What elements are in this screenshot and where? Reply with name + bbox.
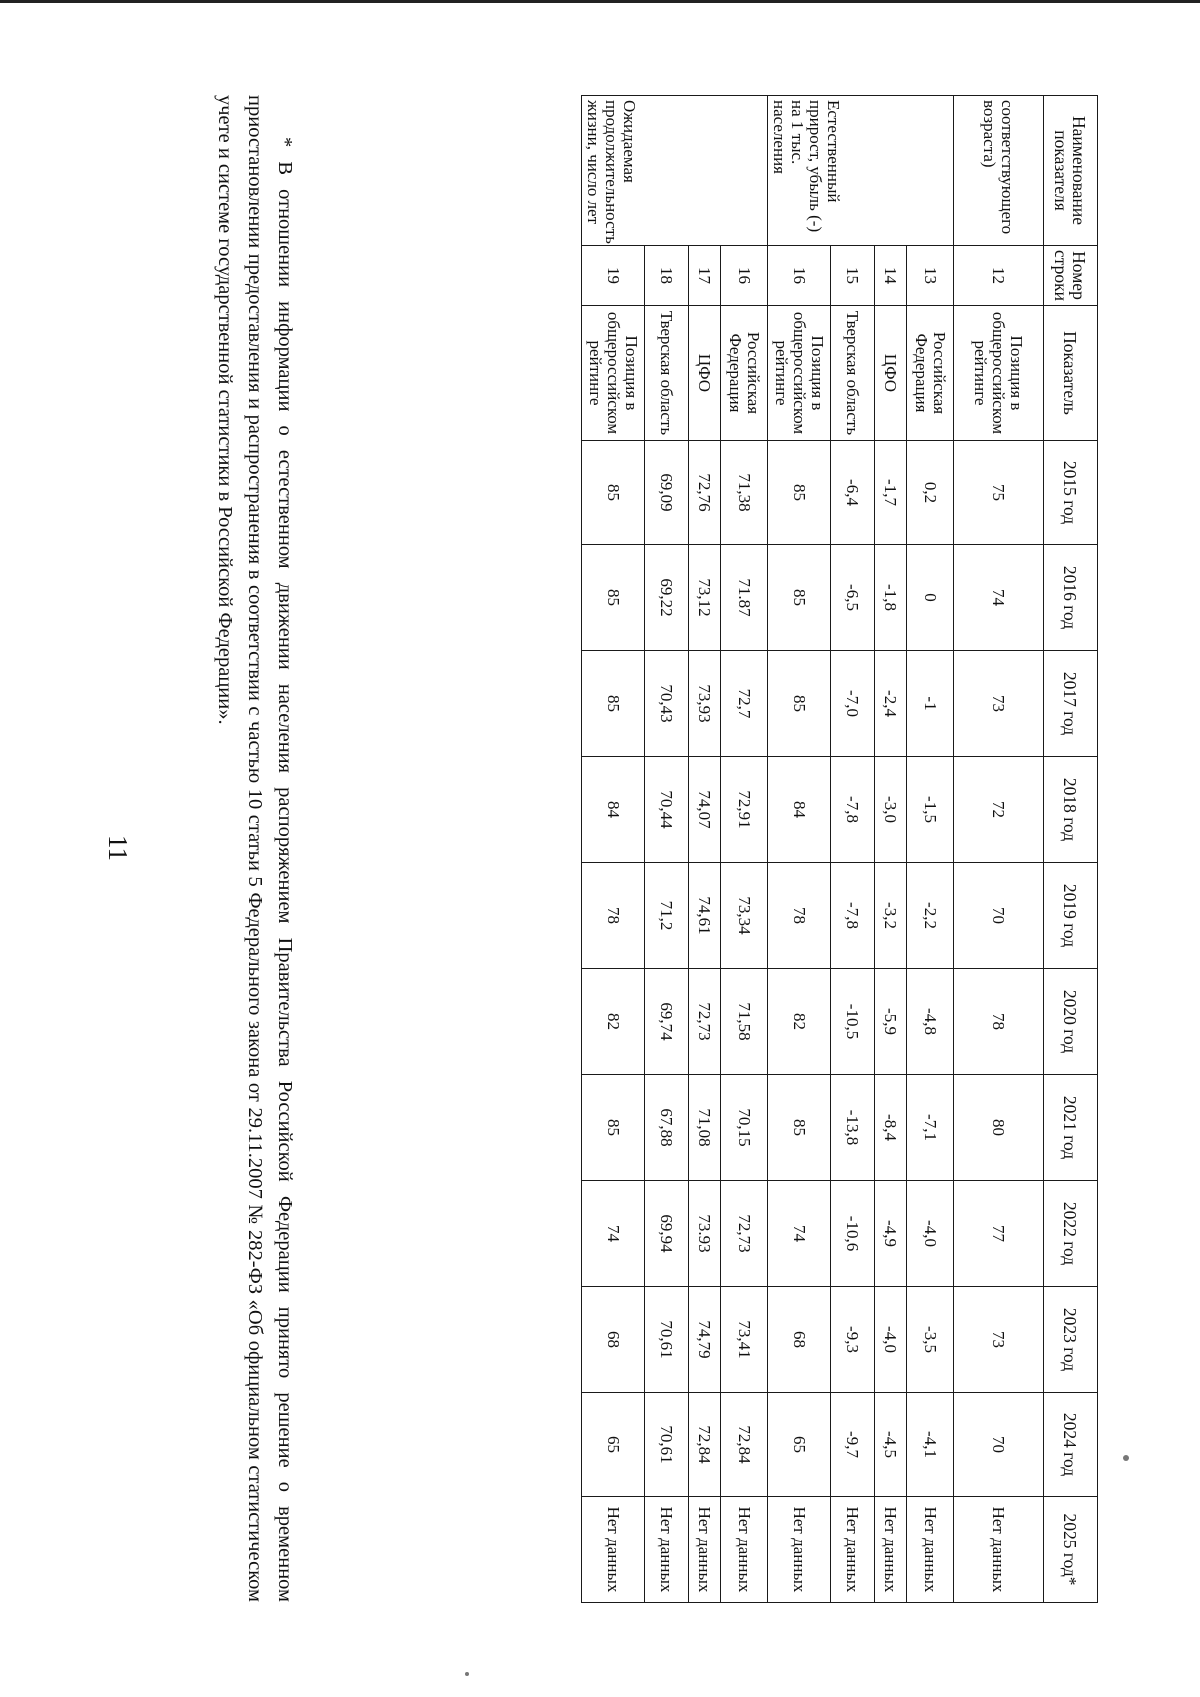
value-cell: 85 <box>768 545 831 651</box>
value-cell: 70 <box>954 1393 1044 1497</box>
value-cell: Нет данных <box>645 1497 689 1603</box>
value-cell: -2,4 <box>875 651 907 757</box>
value-cell: 73,41 <box>721 1287 768 1393</box>
value-cell: 73,34 <box>721 863 768 969</box>
value-cell: 75 <box>954 441 1044 545</box>
value-cell: 74,07 <box>689 757 721 863</box>
value-cell: 68 <box>768 1287 831 1393</box>
value-cell: Нет данных <box>582 1497 645 1603</box>
value-cell: 72,73 <box>689 969 721 1075</box>
value-cell: 80 <box>954 1075 1044 1181</box>
table-row <box>645 96 689 1603</box>
value-cell: 70 <box>954 863 1044 969</box>
indicator-group-name: соответствующего возраста) <box>954 96 1044 246</box>
value-cell: 65 <box>582 1393 645 1497</box>
value-cell: Нет данных <box>689 1497 721 1603</box>
value-cell: 65 <box>768 1393 831 1497</box>
value-cell: 70,61 <box>645 1287 689 1393</box>
value-cell: 72,73 <box>721 1181 768 1287</box>
row-number: 17 <box>689 246 721 306</box>
value-cell: 74 <box>768 1181 831 1287</box>
indicator-label: Тверская область <box>645 306 689 441</box>
value-cell: -4,1 <box>907 1393 954 1497</box>
indicator-label: Российская Федерация <box>721 306 768 441</box>
table-row <box>689 96 721 1603</box>
value-cell: 72 <box>954 757 1044 863</box>
value-cell: 70,44 <box>645 757 689 863</box>
value-cell: 69,22 <box>645 545 689 651</box>
value-cell: 73 <box>954 651 1044 757</box>
header-cell: 2024 год <box>1044 1393 1098 1497</box>
value-cell: 85 <box>768 1075 831 1181</box>
value-cell: 70,15 <box>721 1075 768 1181</box>
value-cell: Нет данных <box>721 1497 768 1603</box>
indicator-group-name: Ожидаемая продолжительность жизни, число лет <box>582 96 768 246</box>
value-cell: Нет данных <box>768 1497 831 1603</box>
row-number: 16 <box>768 246 831 306</box>
value-cell: 85 <box>582 441 645 545</box>
indicator-label: Российская Федерация <box>907 306 954 441</box>
value-cell: 72,76 <box>689 441 721 545</box>
indicator-label: Позиция в общероссийском рейтинге <box>582 306 645 441</box>
header-cell: 2025 год* <box>1044 1497 1098 1603</box>
value-cell: 84 <box>582 757 645 863</box>
indicator-label: ЦФО <box>875 306 907 441</box>
value-cell: 84 <box>768 757 831 863</box>
value-cell: 73.93 <box>689 1181 721 1287</box>
indicator-group-name: Естественный прирост, убыль (-) на 1 тыс. населения <box>768 96 954 246</box>
value-cell: -3,5 <box>907 1287 954 1393</box>
value-cell: 0 <box>907 545 954 651</box>
statistics-table <box>581 95 1098 1603</box>
value-cell: -4,9 <box>875 1181 907 1287</box>
table-row <box>768 96 831 1603</box>
header-cell: 2019 год <box>1044 863 1098 969</box>
value-cell: 74 <box>582 1181 645 1287</box>
row-number: 15 <box>831 246 875 306</box>
indicator-label: Позиция в общероссийском рейтинге <box>768 306 831 441</box>
value-cell: 71.87 <box>721 545 768 651</box>
table-row <box>907 96 954 1603</box>
table-row <box>954 96 1044 1603</box>
row-number: 14 <box>875 246 907 306</box>
page-number: 11 <box>103 835 133 861</box>
value-cell: -8,4 <box>875 1075 907 1181</box>
value-cell: -10,6 <box>831 1181 875 1287</box>
value-cell: -4,0 <box>907 1181 954 1287</box>
value-cell: 69,94 <box>645 1181 689 1287</box>
value-cell: 73 <box>954 1287 1044 1393</box>
value-cell: -7,8 <box>831 863 875 969</box>
header-cell: 2018 год <box>1044 757 1098 863</box>
value-cell: 72,7 <box>721 651 768 757</box>
value-cell: 74,61 <box>689 863 721 969</box>
value-cell: 85 <box>582 651 645 757</box>
row-number: 16 <box>721 246 768 306</box>
value-cell: 74,79 <box>689 1287 721 1393</box>
value-cell: -5,9 <box>875 969 907 1075</box>
row-number: 18 <box>645 246 689 306</box>
value-cell: -3,2 <box>875 863 907 969</box>
value-cell: 78 <box>954 969 1044 1075</box>
value-cell: -13,8 <box>831 1075 875 1181</box>
value-cell: 77 <box>954 1181 1044 1287</box>
value-cell: 85 <box>582 1075 645 1181</box>
value-cell: -4,8 <box>907 969 954 1075</box>
value-cell: 71,38 <box>721 441 768 545</box>
value-cell: -4,5 <box>875 1393 907 1497</box>
value-cell: 70,61 <box>645 1393 689 1497</box>
value-cell: 85 <box>768 651 831 757</box>
header-cell: 2015 год <box>1044 441 1098 545</box>
header-cell: 2022 год <box>1044 1181 1098 1287</box>
footnote <box>210 95 300 1602</box>
value-cell: -6,4 <box>831 441 875 545</box>
value-cell: -6,5 <box>831 545 875 651</box>
value-cell: 68 <box>582 1287 645 1393</box>
footnote-text: * В отношении информации о естественном движении населения распоряжением Правительства Российской Федерации принято решение о временном приостановлении предоставления и распространения в соответствии с частью 10 статьи 5 Федерального закона от 29.11.2007 № 282-ФЗ «Об официальном статистическом учете и системе государственной статистики в Российской Федерации». <box>214 95 296 1602</box>
value-cell: 78 <box>582 863 645 969</box>
value-cell: 71,2 <box>645 863 689 969</box>
value-cell: -7,8 <box>831 757 875 863</box>
value-cell: 85 <box>768 441 831 545</box>
value-cell: -7,1 <box>907 1075 954 1181</box>
row-number: 12 <box>954 246 1044 306</box>
indicator-label: Позиция в общероссийском рейтинге <box>954 306 1044 441</box>
value-cell: -1,7 <box>875 441 907 545</box>
value-cell: -3,0 <box>875 757 907 863</box>
table-row <box>721 96 768 1603</box>
value-cell: 71,08 <box>689 1075 721 1181</box>
value-cell: -10,5 <box>831 969 875 1075</box>
value-cell: Нет данных <box>907 1497 954 1603</box>
value-cell: 67,88 <box>645 1075 689 1181</box>
value-cell: 70,43 <box>645 651 689 757</box>
value-cell: -1,5 <box>907 757 954 863</box>
value-cell: 0,2 <box>907 441 954 545</box>
row-number: 13 <box>907 246 954 306</box>
value-cell: 72,84 <box>689 1393 721 1497</box>
value-cell: 69,74 <box>645 969 689 1075</box>
value-cell: 73,12 <box>689 545 721 651</box>
value-cell: 74 <box>954 545 1044 651</box>
value-cell: Нет данных <box>954 1497 1044 1603</box>
value-cell: 73,93 <box>689 651 721 757</box>
header-cell: 2020 год <box>1044 969 1098 1075</box>
value-cell: -9,3 <box>831 1287 875 1393</box>
table-row <box>831 96 875 1603</box>
value-cell: -7,0 <box>831 651 875 757</box>
header-row <box>1044 96 1098 1603</box>
value-cell: -1 <box>907 651 954 757</box>
value-cell: Нет данных <box>831 1497 875 1603</box>
header-cell: 2021 год <box>1044 1075 1098 1181</box>
value-cell: 72,91 <box>721 757 768 863</box>
header-cell: Номер строки <box>1044 246 1098 306</box>
header-cell: Показатель <box>1044 306 1098 441</box>
value-cell: 69,09 <box>645 441 689 545</box>
table-row <box>875 96 907 1603</box>
indicator-label: Тверская область <box>831 306 875 441</box>
value-cell: -9,7 <box>831 1393 875 1497</box>
header-cell: Наименование показателя <box>1044 96 1098 246</box>
value-cell: 72,84 <box>721 1393 768 1497</box>
header-cell: 2016 год <box>1044 545 1098 651</box>
value-cell: -1,8 <box>875 545 907 651</box>
value-cell: 82 <box>582 969 645 1075</box>
value-cell: 78 <box>768 863 831 969</box>
value-cell: Нет данных <box>875 1497 907 1603</box>
value-cell: 85 <box>582 545 645 651</box>
row-number: 19 <box>582 246 645 306</box>
value-cell: -2,2 <box>907 863 954 969</box>
header-cell: 2017 год <box>1044 651 1098 757</box>
value-cell: 71,58 <box>721 969 768 1075</box>
value-cell: -4,0 <box>875 1287 907 1393</box>
value-cell: 82 <box>768 969 831 1075</box>
indicator-label: ЦФО <box>689 306 721 441</box>
table-row <box>582 96 645 1603</box>
header-cell: 2023 год <box>1044 1287 1098 1393</box>
